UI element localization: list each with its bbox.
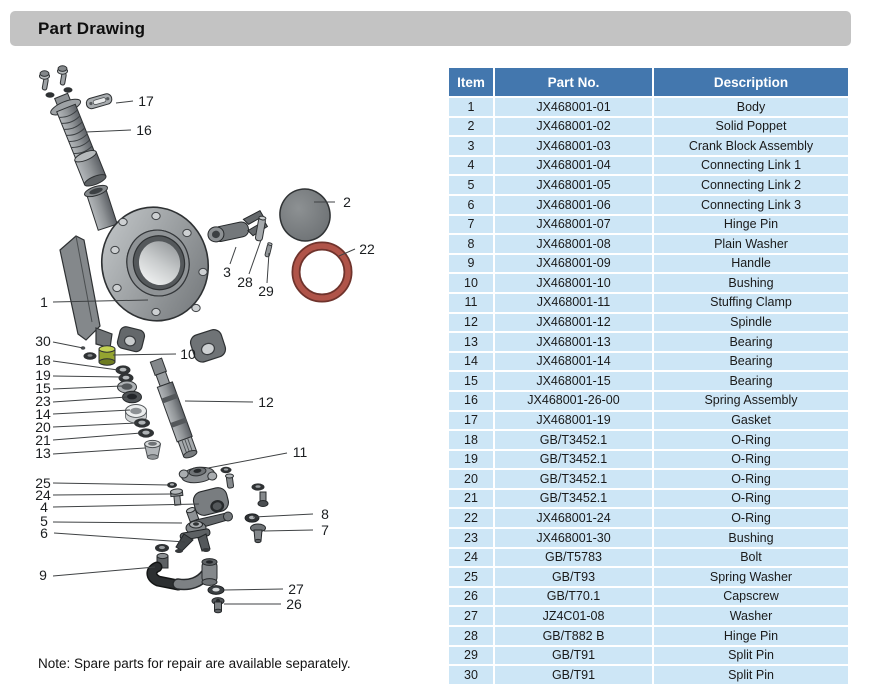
table-row xyxy=(448,508,849,528)
parts-table xyxy=(447,66,850,686)
table-row xyxy=(448,528,849,548)
item-cell: 14 xyxy=(448,352,494,372)
description-cell: Stuffing Clamp xyxy=(653,293,849,313)
part-no-cell: JX468001-14 xyxy=(494,352,653,372)
description-cell: Plain Washer xyxy=(653,234,849,254)
description-cell: Spring Assembly xyxy=(653,391,849,411)
callout-label: 28 xyxy=(237,274,253,290)
callout-label: 7 xyxy=(321,522,329,538)
part-no-cell: GB/T3452.1 xyxy=(494,489,653,509)
part-no-cell: GB/T5783 xyxy=(494,548,653,568)
callout-label: 5 xyxy=(40,513,48,529)
table-row xyxy=(448,411,849,431)
page-title: Part Drawing xyxy=(38,18,146,38)
connecting-link-1-part xyxy=(192,486,231,518)
item-cell: 22 xyxy=(448,508,494,528)
description-cell: Solid Poppet xyxy=(653,117,849,137)
leader-line xyxy=(224,589,283,590)
part-no-cell: JX468001-11 xyxy=(494,293,653,313)
callout-label: 9 xyxy=(39,567,47,583)
part-no-cell: JX468001-02 xyxy=(494,117,653,137)
description-cell: Body xyxy=(653,97,849,117)
callout-label: 23 xyxy=(35,393,51,409)
callout-label: 17 xyxy=(138,93,154,109)
part-no-cell: JX468001-19 xyxy=(494,411,653,431)
washer-and-pin-cluster xyxy=(245,483,268,542)
part-no-cell: GB/T91 xyxy=(494,646,653,666)
part-no-cell: JX468001-26-00 xyxy=(494,391,653,411)
description-cell: Washer xyxy=(653,606,849,626)
callout-label: 12 xyxy=(258,394,274,410)
item-cell: 19 xyxy=(448,450,494,470)
o-ring-part xyxy=(296,246,348,298)
description-cell: O-Ring xyxy=(653,489,849,509)
item-cell: 18 xyxy=(448,430,494,450)
item-cell: 2 xyxy=(448,117,494,137)
leader-line xyxy=(253,514,313,517)
table-row xyxy=(448,254,849,274)
description-cell: Handle xyxy=(653,254,849,274)
item-cell: 21 xyxy=(448,489,494,509)
table-row xyxy=(448,450,849,470)
gasket-part xyxy=(85,93,113,110)
table-row xyxy=(448,117,849,137)
item-cell: 20 xyxy=(448,469,494,489)
leader-line xyxy=(267,253,269,283)
callout-label: 8 xyxy=(321,506,329,522)
stuffing-clamp-part xyxy=(179,465,234,489)
leader-line xyxy=(208,453,287,468)
item-cell: 30 xyxy=(448,665,494,685)
note-text: Note: Spare parts for repair are available separately. xyxy=(38,656,351,671)
callout-label: 26 xyxy=(286,596,302,612)
table-row xyxy=(448,215,849,235)
washer-capscrew-bottom xyxy=(208,586,224,613)
callout-label: 19 xyxy=(35,367,51,383)
leader-line xyxy=(53,483,168,485)
leader-line xyxy=(264,530,313,531)
item-cell: 26 xyxy=(448,587,494,607)
callout-label: 24 xyxy=(35,487,51,503)
leader-line xyxy=(53,423,137,427)
description-cell: Split Pin xyxy=(653,665,849,685)
table-row xyxy=(448,646,849,666)
item-cell: 25 xyxy=(448,567,494,587)
column-header-item: Item xyxy=(448,67,494,97)
item-cell: 4 xyxy=(448,156,494,176)
part-no-cell: JX468001-03 xyxy=(494,136,653,156)
description-cell: Capscrew xyxy=(653,587,849,607)
table-row xyxy=(448,391,849,411)
description-cell: O-Ring xyxy=(653,450,849,470)
column-header-description: Description xyxy=(653,67,849,97)
leader-line xyxy=(53,494,173,495)
leader-line xyxy=(53,397,127,402)
description-cell: Bearing xyxy=(653,371,849,391)
table-row xyxy=(448,665,849,685)
part-no-cell: JX468001-15 xyxy=(494,371,653,391)
callout-label: 14 xyxy=(35,406,51,422)
leader-line xyxy=(185,401,253,402)
item-cell: 13 xyxy=(448,332,494,352)
table-row xyxy=(448,548,849,568)
table-row xyxy=(448,156,849,176)
description-cell: Gasket xyxy=(653,411,849,431)
description-cell: Bushing xyxy=(653,528,849,548)
part-no-cell: JZ4C01-08 xyxy=(494,606,653,626)
description-cell: Connecting Link 2 xyxy=(653,175,849,195)
callout-label: 1 xyxy=(40,294,48,310)
description-cell: Bearing xyxy=(653,352,849,372)
leader-line xyxy=(116,101,133,103)
part-no-cell: JX468001-09 xyxy=(494,254,653,274)
part-no-cell: GB/T93 xyxy=(494,567,653,587)
leader-line xyxy=(54,533,185,542)
body-neck-pipe xyxy=(83,183,119,231)
part-no-cell: GB/T70.1 xyxy=(494,587,653,607)
description-cell: Crank Block Assembly xyxy=(653,136,849,156)
table-row xyxy=(448,136,849,156)
capscrews-top xyxy=(40,66,73,97)
table-row xyxy=(448,273,849,293)
part-no-cell: GB/T91 xyxy=(494,665,653,685)
description-cell: Spring Washer xyxy=(653,567,849,587)
description-cell: Split Pin xyxy=(653,646,849,666)
description-cell: Hinge Pin xyxy=(653,215,849,235)
item-cell: 16 xyxy=(448,391,494,411)
item-cell: 12 xyxy=(448,313,494,333)
body-part xyxy=(60,196,228,364)
solid-poppet-part xyxy=(275,184,335,245)
description-cell: O-Ring xyxy=(653,508,849,528)
table-row xyxy=(448,430,849,450)
item-cell: 10 xyxy=(448,273,494,293)
leader-line xyxy=(249,240,261,274)
callout-label: 25 xyxy=(35,475,51,491)
table-row xyxy=(448,234,849,254)
item-cell: 28 xyxy=(448,626,494,646)
table-row xyxy=(448,587,849,607)
leader-line xyxy=(53,522,182,523)
item-cell: 15 xyxy=(448,371,494,391)
bushing-part xyxy=(81,346,115,365)
item-cell: 8 xyxy=(448,234,494,254)
item-cell: 9 xyxy=(448,254,494,274)
part-no-cell: JX468001-13 xyxy=(494,332,653,352)
table-row xyxy=(448,626,849,646)
description-cell: Spindle xyxy=(653,313,849,333)
callout-label: 15 xyxy=(35,380,51,396)
callout-label: 20 xyxy=(35,419,51,435)
item-cell: 6 xyxy=(448,195,494,215)
callout-label: 18 xyxy=(35,352,51,368)
table-row xyxy=(448,606,849,626)
part-no-cell: JX468001-05 xyxy=(494,175,653,195)
callout-label: 3 xyxy=(223,264,231,280)
item-cell: 3 xyxy=(448,136,494,156)
table-row xyxy=(448,567,849,587)
leader-line xyxy=(53,567,155,576)
item-cell: 7 xyxy=(448,215,494,235)
part-no-cell: GB/T3452.1 xyxy=(494,469,653,489)
callout-label: 27 xyxy=(288,581,304,597)
description-cell: Hinge Pin xyxy=(653,626,849,646)
part-no-cell: JX468001-01 xyxy=(494,97,653,117)
description-cell: Bushing xyxy=(653,273,849,293)
part-no-cell: GB/T3452.1 xyxy=(494,430,653,450)
part-no-cell: JX468001-07 xyxy=(494,215,653,235)
item-cell: 1 xyxy=(448,97,494,117)
item-cell: 29 xyxy=(448,646,494,666)
callout-label: 29 xyxy=(258,283,274,299)
callout-label: 30 xyxy=(35,333,51,349)
callout-label: 4 xyxy=(40,499,48,515)
leader-line xyxy=(86,130,131,132)
table-row xyxy=(448,352,849,372)
column-header-part-no: Part No. xyxy=(494,67,653,97)
description-cell: Connecting Link 3 xyxy=(653,195,849,215)
callout-label: 22 xyxy=(359,241,375,257)
part-no-cell: JX468001-06 xyxy=(494,195,653,215)
table-row xyxy=(448,175,849,195)
leader-line xyxy=(53,342,83,348)
table-row xyxy=(448,332,849,352)
callout-label: 13 xyxy=(35,445,51,461)
part-no-cell: JX468001-08 xyxy=(494,234,653,254)
table-row xyxy=(448,293,849,313)
description-cell: O-Ring xyxy=(653,430,849,450)
callout-label: 21 xyxy=(35,432,51,448)
part-no-cell: GB/T3452.1 xyxy=(494,450,653,470)
leader-line xyxy=(53,448,145,454)
callout-label: 11 xyxy=(292,444,308,460)
callout-label: 16 xyxy=(136,122,152,138)
part-no-cell: JX468001-12 xyxy=(494,313,653,333)
table-row xyxy=(448,371,849,391)
description-cell: Connecting Link 1 xyxy=(653,156,849,176)
description-cell: Bearing xyxy=(653,332,849,352)
part-no-cell: JX468001-04 xyxy=(494,156,653,176)
item-cell: 24 xyxy=(448,548,494,568)
part-no-cell: JX468001-30 xyxy=(494,528,653,548)
handle-part xyxy=(152,553,217,585)
item-cell: 17 xyxy=(448,411,494,431)
leader-line xyxy=(53,386,122,389)
callout-label: 10 xyxy=(180,346,196,362)
part-no-cell: JX468001-10 xyxy=(494,273,653,293)
table-row xyxy=(448,97,849,117)
table-row xyxy=(448,313,849,333)
description-cell: O-Ring xyxy=(653,469,849,489)
description-cell: Bolt xyxy=(653,548,849,568)
leader-line xyxy=(113,354,176,355)
leader-line xyxy=(53,410,130,414)
leader-line xyxy=(230,247,236,264)
item-cell: 23 xyxy=(448,528,494,548)
item-cell: 5 xyxy=(448,175,494,195)
table-row xyxy=(448,469,849,489)
part-no-cell: JX468001-24 xyxy=(494,508,653,528)
table-row xyxy=(448,195,849,215)
seal-ring-stack xyxy=(116,365,161,459)
leader-line xyxy=(53,433,141,440)
item-cell: 11 xyxy=(448,293,494,313)
callout-label: 2 xyxy=(343,194,351,210)
item-cell: 27 xyxy=(448,606,494,626)
callout-label: 6 xyxy=(40,525,48,541)
leader-line xyxy=(53,376,122,377)
part-no-cell: GB/T882 B xyxy=(494,626,653,646)
table-row xyxy=(448,489,849,509)
